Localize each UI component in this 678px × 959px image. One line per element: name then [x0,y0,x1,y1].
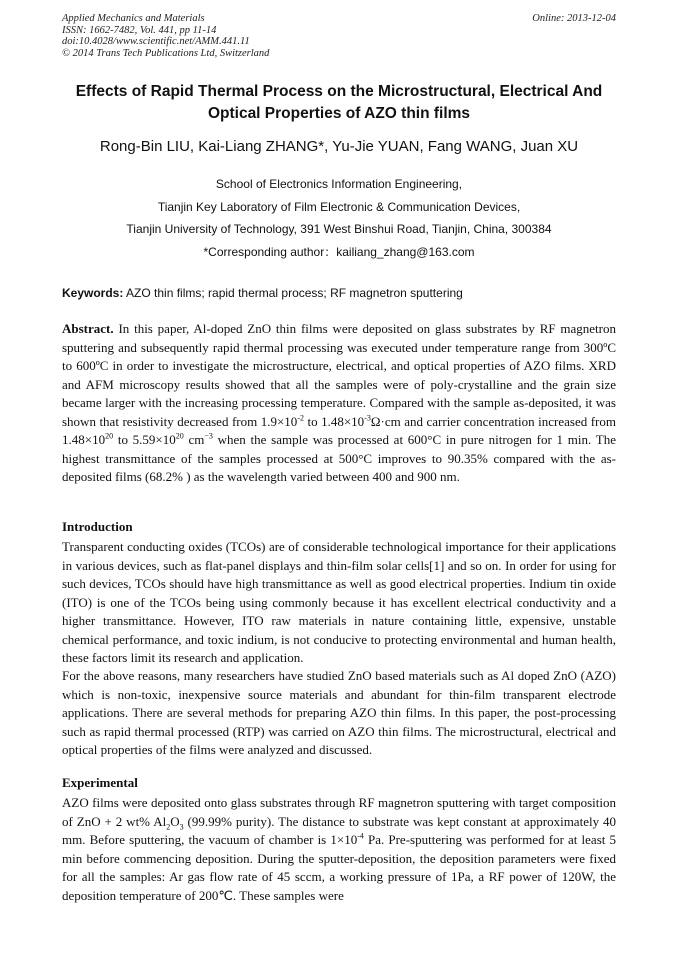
exponent: 20 [105,431,114,441]
keywords-label: Keywords: [62,286,124,300]
paper-title [40,81,638,125]
abstract-label: Abstract. [62,321,114,336]
introduction-paragraph-1: Transparent conducting oxides (TCOs) are of considerable technological importance for their applications in various devices, such as flat-panel displays and thin-film solar cells[1] and so on. In order for using for such devices, TCOs should have high transmittance as well as good electrical properties. Indium tin oxide (ITO) is one of the TCOs being using commonly because it has excellent electrical conductivity and a higher transmittance. However, ITO raw materials in nature containing little, expensive, unstable chemical performance, and toxic indium, is not conducive to protecting environmental and human health, these factors limit its research and application. [62,539,616,665]
experimental-text: AZO films were deposited onto glass substrates through RF magnetron sputtering with target composition of ZnO + 2 wt% Al [62,795,616,829]
affiliation-line-3: Tianjin University of Technology, 391 West Binshui Road, Tianjin, China, 300384 [126,222,552,236]
exponent: -3 [364,413,371,423]
introduction-heading: Introduction [62,519,133,534]
issn-line: ISSN: 1662-7482, Vol. 441, pp 11-14 [62,24,217,36]
affiliation-block [30,173,648,263]
corresponding-author: *Corresponding author：kailiang_zhang@163.com [203,244,475,259]
affiliation-line-2: Tianjin Key Laboratory of Film Electronic & Communication Devices, [157,199,521,214]
abstract-text: to 1.48×10 [303,413,365,429]
abstract-text: In this paper, Al-doped ZnO thin films were deposited on glass substrates by RF magnetron sputtering and subsequently rapid thermal processing was executed under temperature range from 300ºC to 600ºC in order to investigate the microstructure, electrical, and optical properties of AZO films. XRD and AFM microscopy results showed that all the samples were of poly-crystalline and the grain size became larger with the increasing processing temperature. Compared with the sample as-deposited, it was shown that resistivity decreased from 1.9×10 [62,321,616,429]
subscript: 2 [166,822,171,832]
subscript: 3 [179,822,184,832]
abstract [62,320,616,487]
abstract-text: Ω·cm and carrier concentration increased from 1.48×10 [62,413,616,447]
keywords-text: AZO thin films; rapid thermal process; RF magnetron sputtering [123,286,463,300]
exponent: 20 [175,431,184,441]
exponent: -4 [357,831,364,841]
experimental-text: O [170,813,180,829]
exponent: −3 [204,431,213,441]
introduction-paragraph-2: For the above reasons, many researchers have studied ZnO based materials such as Al doped ZnO (AZO) which is non-toxic, inexpensive source materials and abundant for thin-film transparent electrode applications. There are several methods for preparing AZO thin films. In this paper, the post-processing such as rapid thermal processed (RTP) was carried on AZO thin films. The microstructural, electrical and optical properties of the films were analyzed and discussed. [62,668,616,757]
title-line-1: Effects of Rapid Thermal Process on the Microstructural, Electrical And [75,83,603,100]
experimental-text: (99.99% purity). The distance to substrate was kept constant at approximately 40 mm. Before sputtering, the vacuum of chamber is 1×10 [62,813,616,847]
experimental-heading: Experimental [62,775,138,790]
exponent: -2 [297,413,304,423]
doi-line: doi:10.4028/www.scientific.net/AMM.441.11 [62,36,250,48]
experimental-text: Pa. Pre-sputtering was performed for at least 5 min before commencing deposition. During the sputter-deposition, the deposition parameters were fixed for all the samples: Ar gas flow rate of 45 sccm, a working pressure of 1Pa, a RF power of 120W, the deposition temperature of 200℃. These samples were [62,832,616,903]
abstract-text: to 5.59×10 [113,432,176,447]
journal-header [62,13,616,59]
journal-name: Applied Mechanics and Materials [62,13,205,24]
title-line-2: Optical Properties of AZO thin films [207,105,471,122]
keywords [62,285,616,301]
copyright-line: © 2014 Trans Tech Publications Ltd, Switzerland [62,47,270,59]
affiliation-line-1: School of Electronics Information Engineering, [215,177,463,191]
online-date: Online: 2013-12-04 [532,13,616,24]
experimental-paragraph [62,794,616,905]
author-list: Rong-Bin LIU, Kai-Liang ZHANG*, Yu-Jie YUAN, Fang WANG, Juan XU [99,138,579,155]
abstract-text: when the sample was processed at 600°C in pure nitrogen for 1 min. The highest transmittance of the samples processed at 500°C improves to 90.35% compared with the as-deposited films (68.2% ) as the wavelength varied between 400 and 900 nm. [62,432,616,484]
abstract-text: cm [183,432,205,447]
